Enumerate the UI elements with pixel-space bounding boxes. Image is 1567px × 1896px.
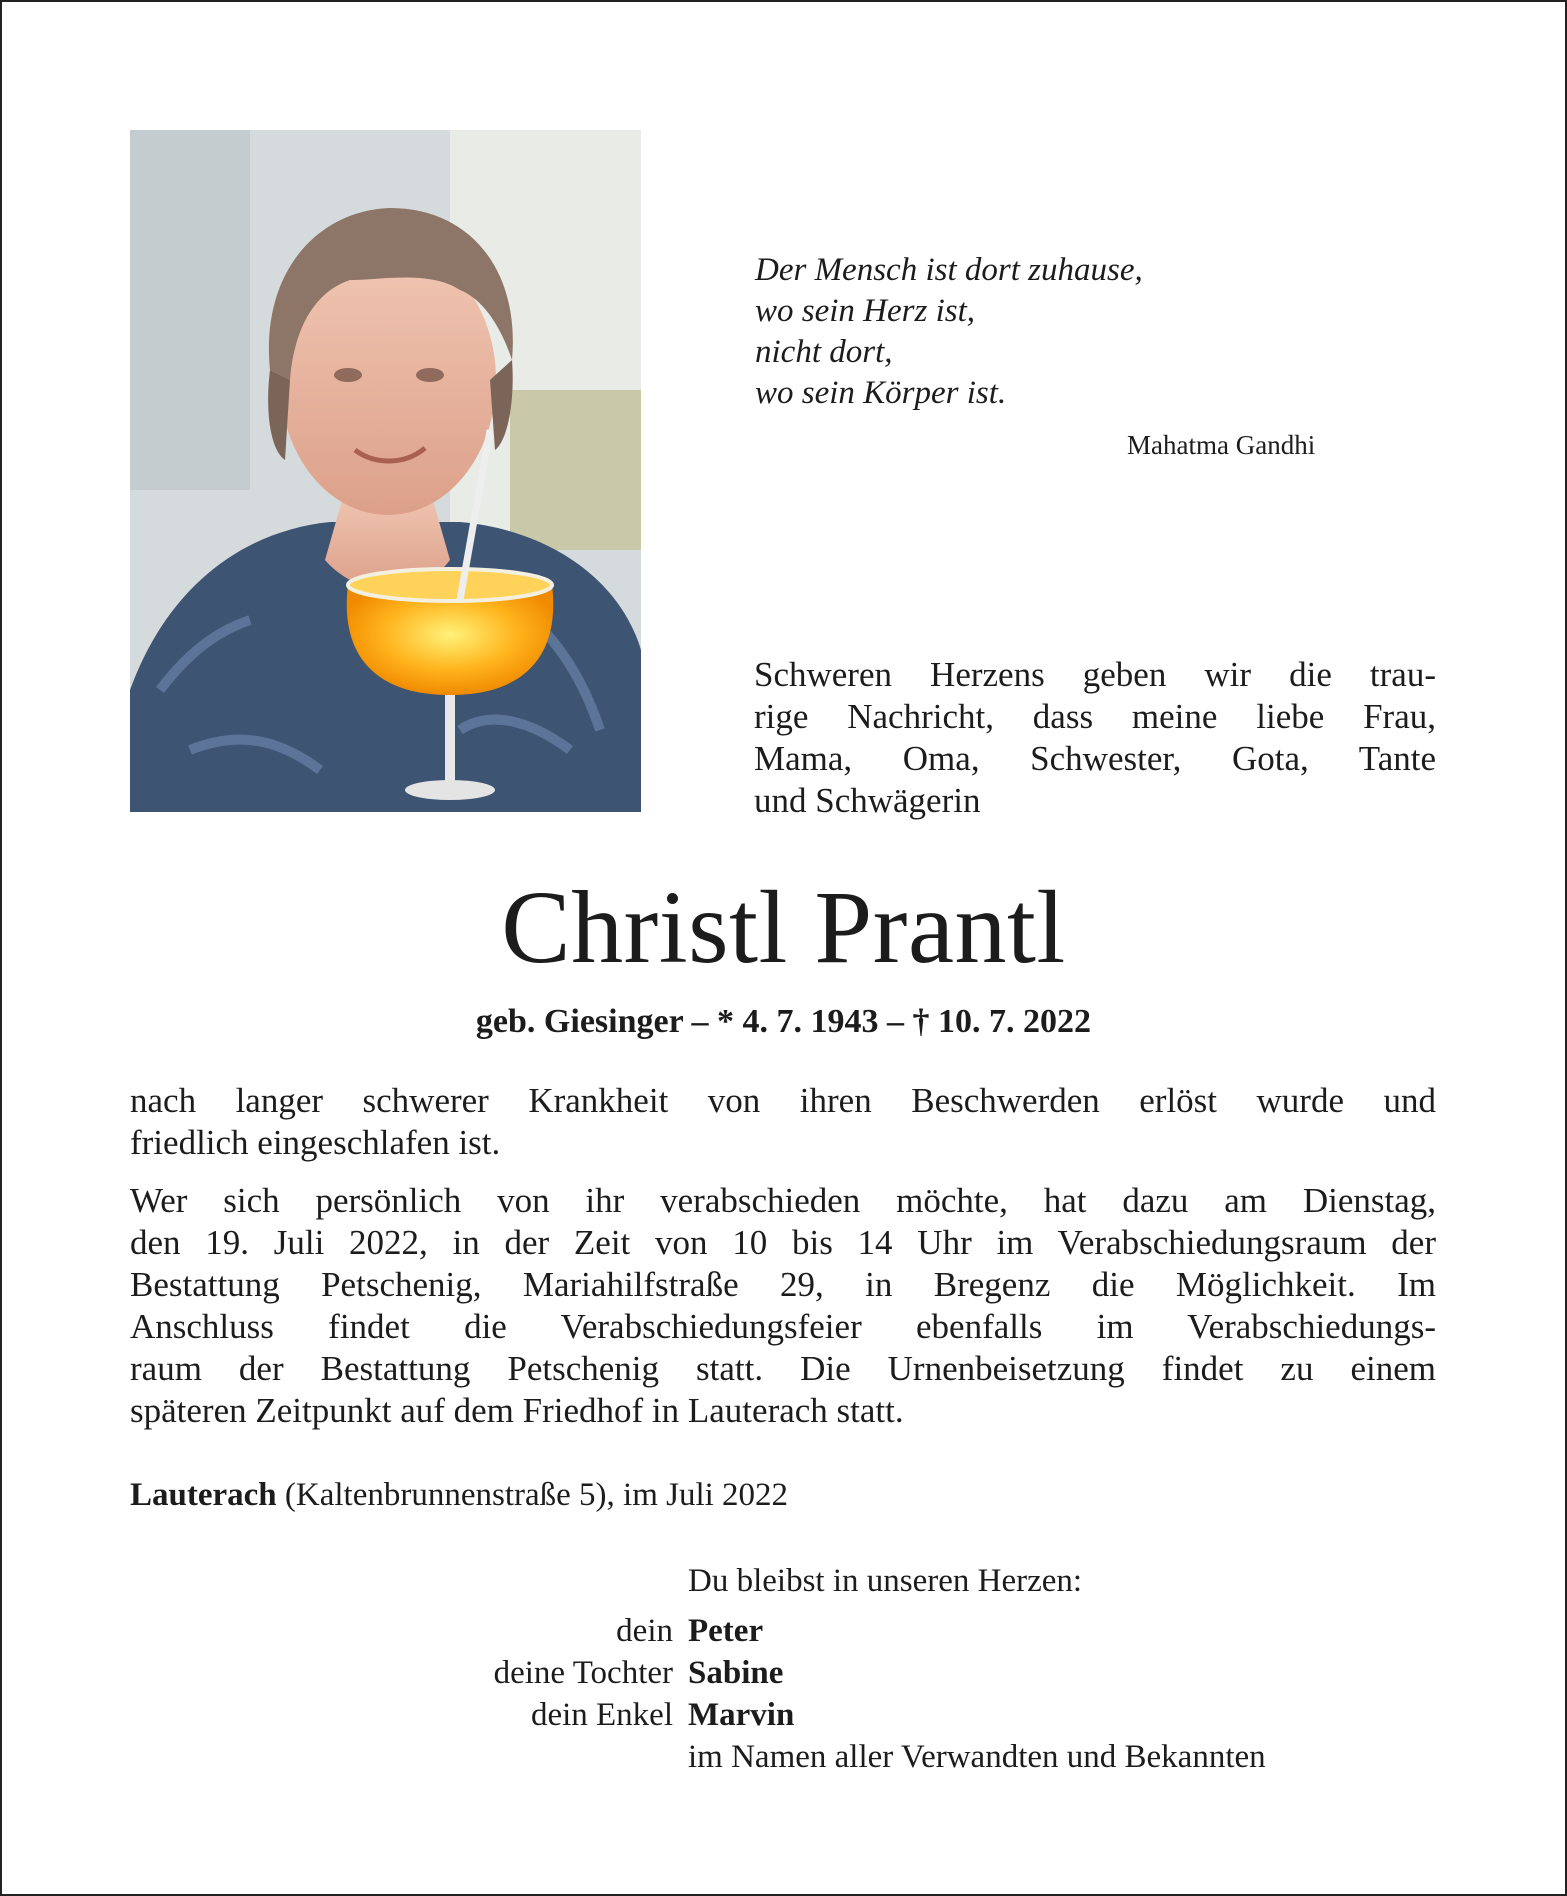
quote-author: Mahatma Gandhi — [1127, 430, 1316, 460]
quote-line: Der Mensch ist dort zuhause, — [755, 252, 1143, 288]
intro-line: Mama, Oma, Schwester, Gota, Tante — [754, 739, 1436, 778]
quote-line: wo sein Herz ist, — [755, 293, 976, 329]
quote-line: wo sein Körper ist. — [755, 375, 1007, 411]
signer-role: deine Tochter — [493, 1655, 673, 1691]
quote-line: nicht dort, — [755, 334, 893, 370]
quote — [755, 250, 1143, 414]
birth-death-line: geb. Giesinger – * 4. 7. 1943 – † 10. 7. 2022 — [475, 1003, 1092, 1040]
closing-line: Du bleibst in unseren Herzen: — [688, 1563, 1083, 1599]
signer-row — [0, 1652, 1567, 1694]
intro-paragraph — [754, 654, 1436, 822]
portrait-illustration — [130, 130, 641, 812]
signer-name: Marvin — [688, 1697, 795, 1733]
paragraph-line: späteren Zeitpunkt auf dem Friedhof in Lauterach statt. — [130, 1391, 904, 1430]
paragraph-line: Anschluss findet die Verabschiedungsfeier ebenfalls im Verabschiedungs- — [130, 1307, 1436, 1346]
signer-row — [0, 1694, 1567, 1736]
signer-row — [0, 1610, 1567, 1652]
paragraph-1 — [130, 1080, 1436, 1164]
signer-name: Sabine — [688, 1655, 784, 1691]
paragraph-line: Bestattung Petschenig, Mariahilfstraße 29, in Bregenz die Möglichkeit. Im — [130, 1265, 1436, 1304]
signer-role: dein Enkel — [530, 1697, 673, 1733]
intro-line: Schweren Herzens geben wir die trau- — [754, 655, 1436, 694]
signers-final: im Namen aller Verwandten und Bekannten — [688, 1739, 1266, 1775]
portrait-photo — [130, 130, 641, 812]
deceased-name: Christl Prantl — [501, 870, 1066, 985]
paragraph-line: Wer sich persönlich von ihr verabschieden möchte, hat dazu am Dienstag, — [130, 1181, 1436, 1220]
paragraph-line: nach langer schwerer Krankheit von ihren Beschwerden erlöst wurde und — [130, 1081, 1436, 1120]
signers-list — [0, 1610, 1567, 1778]
paragraph-line: friedlich eingeschlafen ist. — [130, 1123, 501, 1162]
paragraph-line: den 19. Juli 2022, in der Zeit von 10 bis 14 Uhr im Verabschiedungsraum der — [130, 1223, 1436, 1262]
paragraph-2 — [130, 1180, 1436, 1432]
intro-line: rige Nachricht, dass meine liebe Frau, — [754, 697, 1436, 736]
place-address-date: (Kaltenbrunnenstraße 5), im Juli 2022 — [276, 1477, 789, 1513]
signer-role: dein — [616, 1613, 673, 1649]
intro-line: und Schwägerin — [754, 781, 981, 820]
place-town: Lauterach — [130, 1477, 277, 1513]
paragraph-line: raum der Bestattung Petschenig statt. Die Urnenbeisetzung findet zu einem — [130, 1349, 1436, 1388]
place-date — [130, 1474, 788, 1516]
signer-row — [0, 1736, 1567, 1778]
signer-name: Peter — [688, 1613, 764, 1649]
